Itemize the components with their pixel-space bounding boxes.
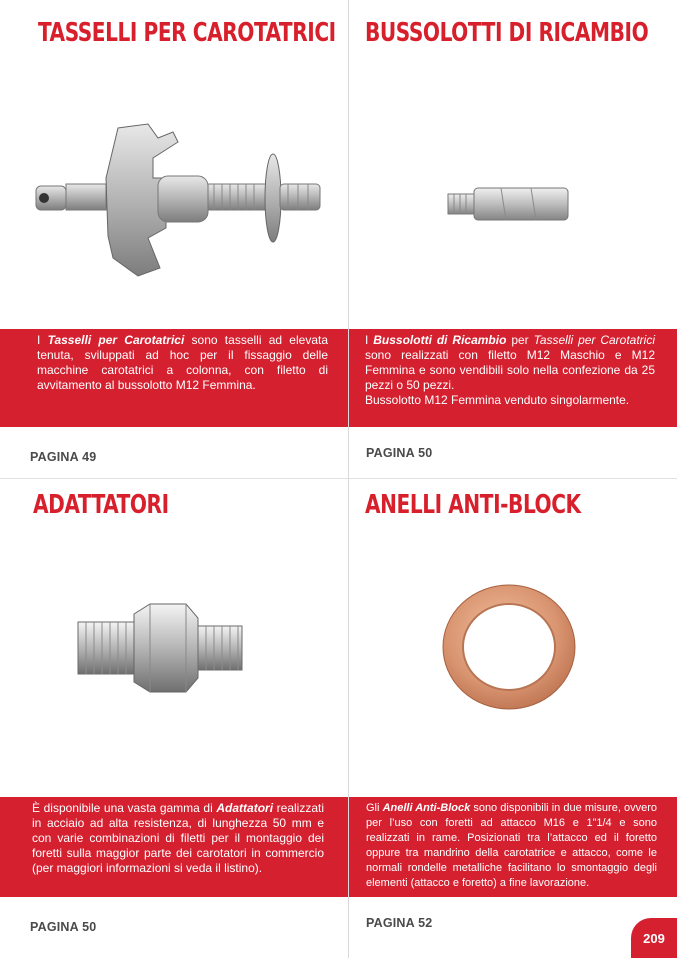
horizontal-divider xyxy=(0,478,677,479)
description-band-bussolotti: I Bussolotti di Ricambio per Tasselli per Carotatrici sono realizzati con filetto M12 Maschio e M12 Femmina e sono vendibili solo nella confezione da 25 pezzi o 50 pezzi. Bussolotto M12 Femmina venduto singolarmente. xyxy=(349,329,677,427)
page-reference-bussolotti: PAGINA 50 xyxy=(366,446,433,460)
product-name: Adattatori xyxy=(216,801,274,815)
section-title-adattatori: ADATTATORI xyxy=(33,490,169,520)
page-reference-anelli: PAGINA 52 xyxy=(366,916,433,930)
tassello-product-image xyxy=(28,118,328,288)
anello-product-image xyxy=(440,582,578,712)
bussolotto-product-image xyxy=(446,180,576,230)
product-name: Tasselli per Carotatrici xyxy=(47,333,185,347)
section-title-bussolotti: BUSSOLOTTI DI RICAMBIO xyxy=(365,18,649,48)
page-number: 209 xyxy=(631,918,677,958)
product-name: Bussolotti di Ricambio xyxy=(373,333,507,347)
section-title-tasselli: TASSELLI PER CAROTATRICI xyxy=(38,18,336,48)
product-name: Anelli Anti-Block xyxy=(382,802,471,814)
description-band-adattatori: È disponibile una vasta gamma di Adattatori realizzati in acciaio ad alta resistenza, di lunghezza 50 mm e con varie combinazioni di filetti per il montaggio dei foretti sulla maggior parte dei carotatori in commercio (per maggiori informazioni si veda il listino). xyxy=(0,797,348,897)
section-title-anelli: ANELLI ANTI-BLOCK xyxy=(365,490,581,520)
description-band-anelli: Gli Anelli Anti-Block sono disponibili in due misure, ovvero per l’uso con foretti ad attacco M16 e 1”1/4 e sono realizzati in rame. Posizionati tra l’attacco ed il foretto oppure tra mandrino della carotatrice e attacco, come le normali rondelle metalliche facilitano lo smontaggio degli elementi (attacco e foretto) a fine lavorazione. xyxy=(349,797,677,897)
page-reference-adattatori: PAGINA 50 xyxy=(30,920,97,934)
page-reference-tasselli: PAGINA 49 xyxy=(30,450,97,464)
description-band-tasselli: I Tasselli per Carotatrici sono tasselli ad elevata tenuta, sviluppati ad hoc per il fissaggio delle macchine carotatrici a colonna, con filetto di avvitamento al bussolotto M12 Femmina. xyxy=(0,329,348,427)
adattatore-product-image xyxy=(76,602,246,694)
